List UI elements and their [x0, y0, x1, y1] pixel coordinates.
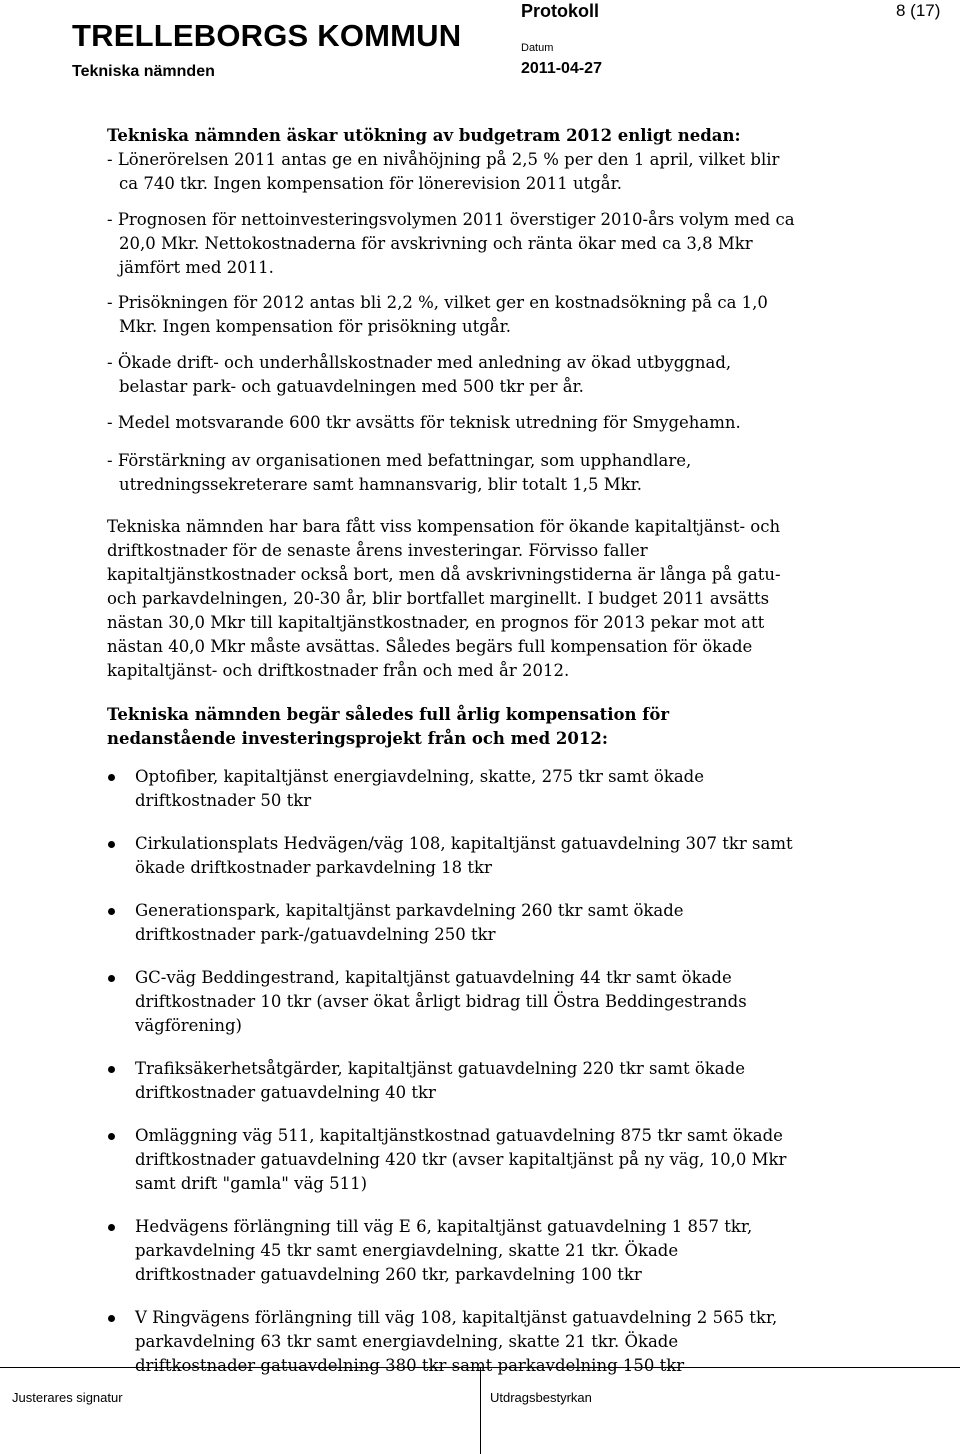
bullet-icon: [108, 1133, 115, 1140]
budget-item-wages: - Lönerörelsen 2011 antas ge en nivåhöjning på 2,5 % per den 1 april, vilket blir ca 740 tkr. Ingen kompensation för lönerevision 2011 utgår.: [107, 150, 780, 193]
bullet-icon: [108, 908, 115, 915]
department-name: Tekniska nämnden: [72, 63, 215, 80]
budget-item-organisation: - Förstärkning av organisationen med befattningar, som upphandlare, utredningssekreterare samt hamnansvarig, blir totalt 1,5 Mkr.: [107, 451, 692, 494]
investment-projects-heading: Tekniska nämnden begär således full årlig kompensation för nedanstående investeringsprojekt från och med 2012:: [107, 705, 670, 748]
footer-column-divider: [480, 1367, 481, 1454]
bullet-icon: [108, 1224, 115, 1231]
list-item: Generationspark, kapitaltjänst parkavdelning 260 tkr samt ökade driftkostnader park-/gatuavdelning 250 tkr: [107, 899, 797, 947]
compensation-paragraph: Tekniska nämnden har bara fått viss kompensation för ökande kapitaltjänst- och driftkostnader för de senaste årens investeringar. Förvisso faller kapitaltjänstkostnader också bort, men då avskrivningstiderna är långa på gatu- och parkavdelningen, 20-30 år, blir bortfallet marginellt. I budget 2011 avsätts nästan 30,0 Mkr till kapitaltjänstkostnader, en prognos för 2013 pekar mot att nästan 40,0 Mkr måste avsättas. Således begärs full kompensation för ökade kapitaltjänst- och driftkostnader från och med år 2012.: [107, 517, 781, 680]
bullet-icon: [108, 774, 115, 781]
bullet-icon: [108, 1066, 115, 1073]
document-type: Protokoll: [521, 1, 600, 21]
page-number: 8 (17): [896, 1, 941, 20]
bullet-icon: [108, 1315, 115, 1322]
list-item: GC-väg Beddingestrand, kapitaltjänst gatuavdelning 44 tkr samt ökade driftkostnader 10 tkr (avser ökat årligt bidrag till Östra Beddingestrands vägförening): [107, 966, 797, 1038]
extract-certification-label: Utdragsbestyrkan: [490, 1390, 592, 1405]
list-item: Cirkulationsplats Hedvägen/väg 108, kapitaltjänst gatuavdelning 307 tkr samt ökade driftkostnader parkavdelning 18 tkr: [107, 832, 797, 880]
adjuster-signature-label: Justerares signatur: [12, 1390, 123, 1405]
document-date: 2011-04-27: [521, 60, 602, 77]
bullet-icon: [108, 975, 115, 982]
list-item: Trafiksäkerhetsåtgärder, kapitaltjänst gatuavdelning 220 tkr samt ökade driftkostnader gatuavdelning 40 tkr: [107, 1057, 797, 1105]
document-body: [107, 124, 797, 1397]
budget-item-price-increase: - Prisökningen för 2012 antas bli 2,2 %, vilket ger en kostnadsökning på ca 1,0 Mkr. Ingen kompensation för prisökning utgår.: [107, 293, 768, 336]
organization-name: TRELLEBORGS KOMMUN: [72, 18, 462, 53]
list-item: Omläggning väg 511, kapitaltjänstkostnad gatuavdelning 875 tkr samt ökade driftkostnader gatuavdelning 420 tkr (avser kapitaltjänst på ny väg, 10,0 Mkr samt drift "gamla" väg 511): [107, 1124, 797, 1196]
budget-item-maintenance: - Ökade drift- och underhållskostnader med anledning av ökad utbyggnad, belastar park- och gatuavdelningen med 500 tkr per år.: [107, 353, 732, 396]
list-item: Hedvägens förlängning till väg E 6, kapitaltjänst gatuavdelning 1 857 tkr, parkavdelning 45 tkr samt energiavdelning, skatte 21 tkr. Ökade driftkostnader gatuavdelning 260 tkr, parkavdelning 100 tkr: [107, 1215, 797, 1287]
date-label: Datum: [521, 42, 554, 54]
list-item: Optofiber, kapitaltjänst energiavdelning, skatte, 275 tkr samt ökade driftkostnader 50 tkr: [107, 765, 797, 813]
budget-item-investment-volume: - Prognosen för nettoinvesteringsvolymen 2011 överstiger 2010-års volym med ca 20,0 Mkr. Nettokostnaderna för avskrivning och ränta ökar med ca 3,8 Mkr jämfört med 2011.: [107, 210, 795, 277]
investment-project-list: [107, 765, 797, 1378]
list-item: V Ringvägens förlängning till väg 108, kapitaltjänst gatuavdelning 2 565 tkr, parkavdelning 63 tkr samt energiavdelning, skatte 21 tkr. Ökade driftkostnader gatuavdelning 380 tkr samt parkavdelning 150 tkr: [107, 1306, 797, 1378]
bullet-icon: [108, 841, 115, 848]
budget-request-heading: Tekniska nämnden äskar utökning av budgetram 2012 enligt nedan:: [107, 126, 741, 145]
budget-item-smygehamn: - Medel motsvarande 600 tkr avsätts för teknisk utredning för Smygehamn.: [107, 413, 741, 432]
